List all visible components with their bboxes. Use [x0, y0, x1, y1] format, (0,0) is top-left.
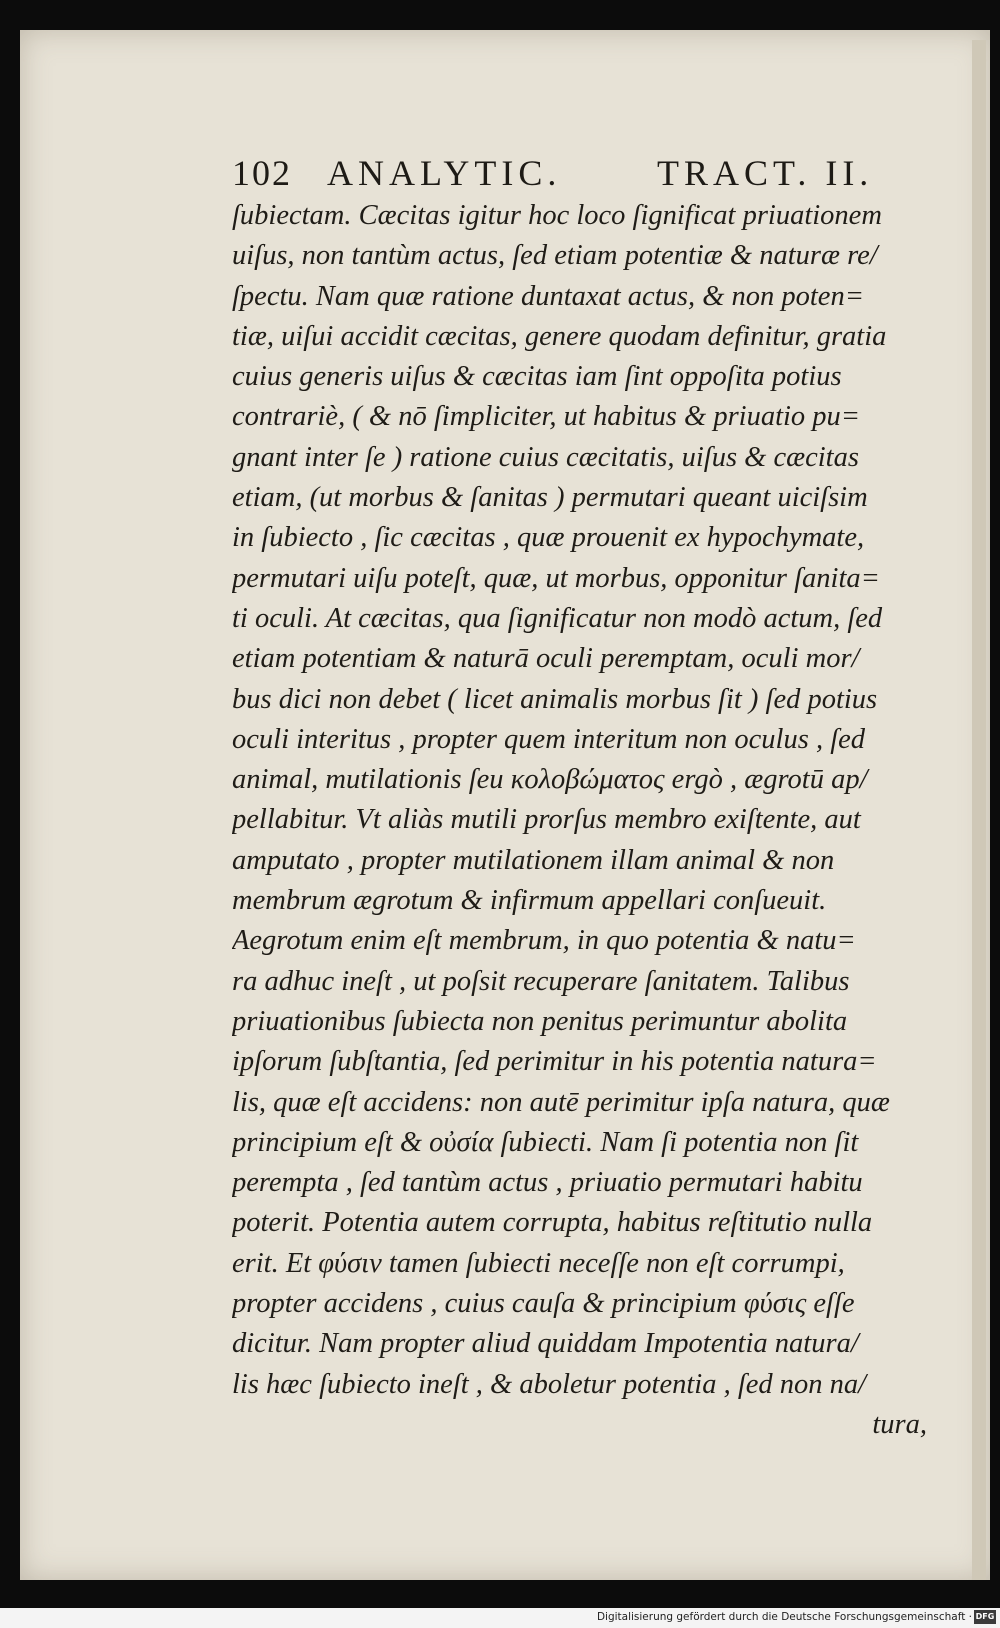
digitization-credit: Digitalisierung gefördert durch die Deutsche Forschungsgemeinschaft · — [596, 1611, 972, 1623]
text-line: amputato , propter mutilationem illam animal & non — [232, 844, 835, 876]
text-line: principium eſt & οὐσία ſubiecti. Nam ſi potentia non ſit — [232, 1126, 859, 1158]
text-line: cuius generis uiſus & cæcitas iam ſint oppoſita potius — [232, 361, 842, 393]
text-line: in ſubiecto , ſic cæcitas , quæ prouenit ex hypochymate, — [232, 522, 865, 554]
text-line: tiæ, uiſui accidit cæcitas, genere quodam definitur, gratia — [232, 320, 887, 352]
text-line: erit. Et φύσιν tamen ſubiecti neceſſe non eſt corrumpi, — [232, 1247, 845, 1279]
page-edge — [972, 40, 986, 1580]
text-line: dicitur. Nam propter aliud quiddam Impotentia natura/ — [232, 1328, 859, 1360]
text-line: lis, quæ eſt accidens: non autē perimitur ipſa natura, quæ — [232, 1086, 890, 1118]
page-number: 102 — [232, 153, 292, 193]
text-line: etiam, (ut morbus & ſanitas ) permutari queant uiciſsim — [232, 482, 868, 514]
text-line: ſubiectam. Cæcitas igitur hoc loco ſignificat priuationem — [232, 200, 882, 231]
dfg-logo-icon: DFG — [974, 1610, 996, 1624]
text-line: lis hæc ſubiecto ineſt , & aboletur potentia , ſed non na/ — [232, 1368, 867, 1400]
text-line: bus dici non debet ( licet animalis morbus ſit ) ſed potius — [232, 683, 878, 715]
text-line: ſpectu. Nam quæ ratione duntaxat actus, & non poten= — [232, 280, 864, 312]
text-line: contrariè, ( & nō ſimpliciter, ut habitus & priuatio pu= — [232, 401, 861, 433]
body-text — [232, 196, 932, 1445]
text-line: pellabitur. Vt aliàs mutili prorſus membro exiſtente, aut — [232, 804, 861, 836]
text-line: ti oculi. At cæcitas, qua ſignificatur non modò actum, ſed — [232, 602, 883, 634]
catchword: tura, — [872, 1408, 927, 1440]
running-header — [232, 152, 912, 196]
text-line: etiam potentiam & naturā oculi peremptam, oculi mor/ — [232, 643, 860, 675]
text-line: perempta , ſed tantùm actus , priuatio permutari habitu — [232, 1167, 863, 1199]
text-line: animal, mutilationis ſeu κολοβώματος ergò , ægrotū ap/ — [232, 764, 868, 796]
text-line: ipſorum ſubſtantia, ſed perimitur in his potentia natura= — [232, 1046, 877, 1078]
text-line: ra adhuc ineſt , ut poſsit recuperare ſanitatem. Talibus — [232, 965, 850, 997]
tract-label: TRACT. II. — [657, 153, 874, 193]
text-line: priuationibus ſubiecta non penitus perimuntur abolita — [232, 1005, 848, 1037]
text-line: Aegrotum enim eſt membrum, in quo potentia & natu= — [232, 925, 856, 957]
text-line: oculi interitus , propter quem interitum non oculus , ſed — [232, 723, 866, 755]
text-line: membrum ægrotum & infirmum appellari conſueuit. — [232, 885, 827, 917]
text-line: propter accidens , cuius cauſa & principium φύσις eſſe — [232, 1288, 855, 1320]
text-line: poterit. Potentia autem corrupta, habitus reſtitutio nulla — [232, 1207, 873, 1239]
text-line: uiſus, non tantùm actus, ſed etiam potentiæ & naturæ re/ — [232, 240, 878, 272]
running-title: ANALYTIC. — [327, 153, 562, 193]
text-line: gnant inter ſe ) ratione cuius cæcitatis, uiſus & cæcitas — [232, 441, 859, 473]
text-line: permutari uiſu poteſt, quæ, ut morbus, opponitur ſanita= — [232, 562, 880, 594]
